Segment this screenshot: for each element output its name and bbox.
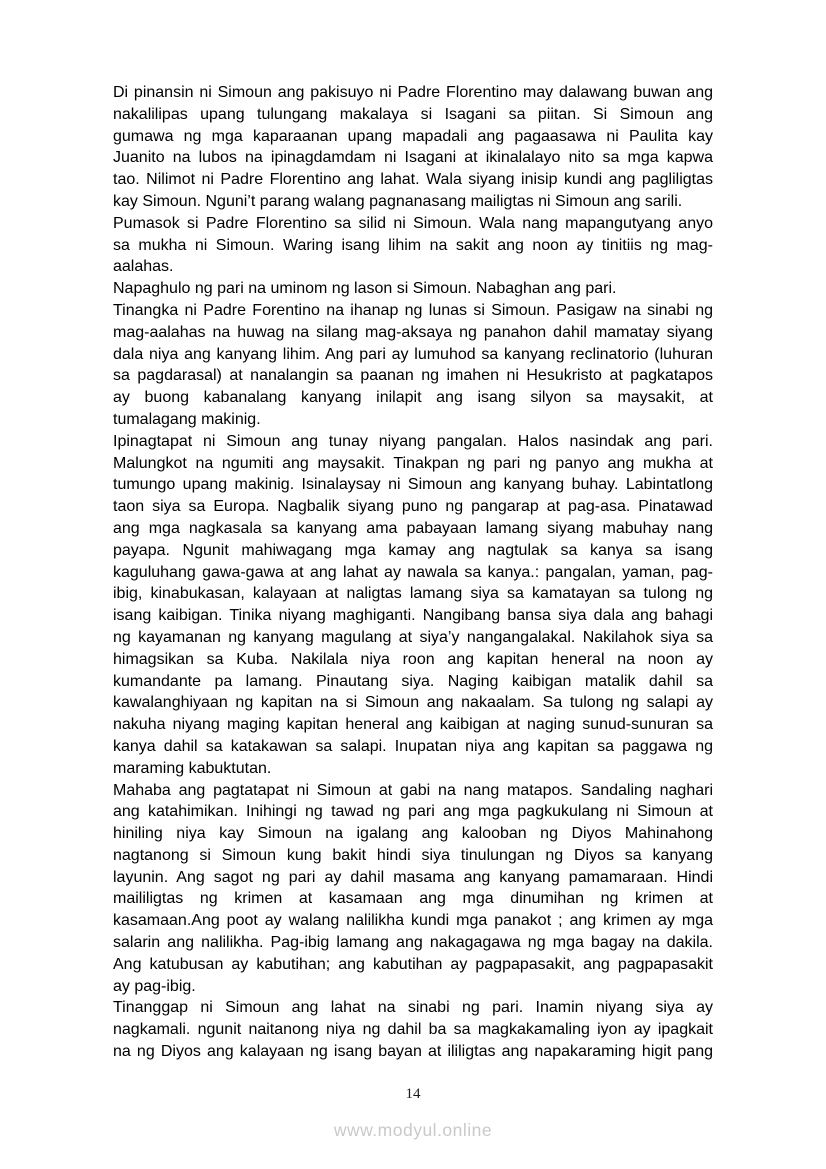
text-line: Ipinagtapat ni Simoun ang tunay niyang pangalan. Halos nasindak ang pari. (113, 432, 713, 450)
text-line: taon siya sa Europa. Nagbalik siyang puno ng pangarap at pag-asa. Pinatawad (113, 498, 713, 516)
text-line: ay buong kabanalang kanyang inilapit ang isang silyon sa maysakit, at (113, 389, 713, 407)
text-line: ang mga nagkasala sa kanyang ama pabayaan lamang siyang mabuhay nang (113, 519, 713, 537)
text-line: Tinangka ni Padre Forentino na ihanap ng lunas si Simoun. Pasigaw na sinabi ng (113, 301, 713, 319)
paragraph (113, 780, 713, 998)
text-line: nagkamali. ngunit naitanong niya ng dahil ba sa magkakamaling iyon ay ipagkait (113, 1021, 713, 1039)
text-line: nakalilipas upang tulungang makalaya si Isagani sa piitan. Si Simoun ang (113, 105, 713, 123)
paragraph (113, 300, 713, 431)
text-line: kanya dahil sa katakawan sa salapi. Inupatan niya ang kapitan sa paggawa ng (113, 737, 713, 755)
text-line: kumandante pa lamang. Pinautang siya. Naging kaibigan matalik dahil sa (113, 672, 713, 690)
text-line: Tinanggap ni Simoun ang lahat na sinabi ng pari. Inamin niyang siya ay (113, 999, 713, 1017)
text-line: himagsikan sa Kuba. Nakilala niya roon ang kapitan heneral na noon ay (113, 650, 713, 668)
text-line: layunin. Ang sagot ng pari ay dahil masama ang kanyang pamamaraan. Hindi (113, 868, 713, 886)
text-line: tumalagang makinig. (113, 410, 261, 428)
text-line: ng kayamanan ng kanyang magulang at siya’y nangangalakal. Nakilahok siya sa (113, 628, 713, 646)
text-line: payapa. Ngunit mahiwagang mga kamay ang nagtulak sa kanya sa isang (113, 541, 713, 559)
text-line: Napaghulo ng pari na uminom ng lason si Simoun. Nabaghan ang pari. (113, 280, 617, 298)
text-line: aalahas. (113, 258, 174, 276)
text-line: nakuha niyang maging kapitan heneral ang kaibigan at naging sunud-sunuran sa (113, 716, 713, 734)
text-line: Malungkot na ngumiti ang maysakit. Tinakpan ng pari ng panyo ang mukha at (113, 454, 713, 472)
text-line: ang katahimikan. Inihingi ng tawad ng pari ang mga pagkukulang ni Simoun at (113, 803, 713, 821)
text-line: isang kaibigan. Tinika niyang maghiganti. Nangibang bansa siya dala ang bahagi (113, 607, 713, 625)
text-line: gumawa ng mga kaparaanan upang mapadali ang pagaasawa ni Paulita kay (113, 127, 713, 145)
text-line: Ang katubusan ay kabutihan; ang kabutihan ay pagpapasakit, ang pagpapasakit (113, 955, 713, 973)
text-line: kawalanghiyaan ng kapitan na si Simoun ang nakaalam. Sa tulong ng salapi ay (113, 694, 713, 712)
text-line: hiniling niya kay Simoun na igalang ang kalooban ng Diyos Mahinahong (113, 825, 713, 843)
text-line: maraming kabuktutan. (113, 759, 272, 777)
text-line: tumungo upang makinig. Isinalaysay ni Simoun ang kanyang buhay. Labintatlong (113, 476, 713, 494)
paragraph (113, 213, 713, 278)
text-line: Mahaba ang pagtatapat ni Simoun at gabi na nang matapos. Sandaling naghari (113, 781, 713, 799)
paragraph (113, 431, 713, 780)
text-line: kasamaan.Ang poot ay walang nalilikha kundi mga panakot ; ang krimen ay mga (113, 912, 713, 930)
text-line: dala niya ang kanyang lihim. Ang pari ay lumuhod sa kanyang reclinatorio (luhuran (113, 345, 713, 363)
text-line: tao. Nilimot ni Padre Florentino ang lahat. Wala siyang inisip kundi ang pagliligtas (113, 171, 713, 189)
text-line: sa pagdarasal) at nanalangin sa paanan ng imahen ni Hesukristo at pagkatapos (113, 367, 713, 385)
text-line: mag-aalahas na huwag na silang mag-aksaya ng panahon dahil mamatay siyang (113, 323, 713, 341)
text-line: sa mukha ni Simoun. Waring isang lihim na sakit ang noon ay tinitiis ng mag- (113, 236, 713, 254)
page-number: 14 (405, 1086, 421, 1102)
text-line: Juanito na lubos na ipinagdamdam ni Isagani at ikinalalayo nito sa mga kapwa (113, 149, 713, 167)
watermark: www.modyul.online (333, 1120, 493, 1140)
document-text (113, 82, 713, 1063)
text-line: kaguluhang gawa-gawa at ang lahat ay nawala sa kanya.: pangalan, yaman, pag- (113, 563, 713, 581)
text-line: maililigtas ng krimen at kasamaan ang mga dinumihan ng krimen at (113, 890, 713, 908)
text-line: Di pinansin ni Simoun ang pakisuyo ni Padre Florentino may dalawang buwan ang (113, 84, 713, 101)
paragraph (113, 278, 713, 300)
text-line: na ng Diyos ang kalayaan ng isang bayan at ililigtas ang napakaraming higit pang (113, 1043, 713, 1061)
text-line: ibig, kinabukasan, kalayaan at naligtas lamang siya sa kamatayan sa tulong ng (113, 585, 713, 603)
text-line: salarin ang nalilikha. Pag-ibig lamang ang nakagagawa ng mga bagay na dakila. (113, 934, 713, 952)
text-line: kay Simoun. Nguni’t parang walang pagnanasang mailigtas ni Simoun ang sarili. (113, 192, 683, 210)
text-line: Pumasok si Padre Florentino sa silid ni Simoun. Wala nang mapangutyang anyo (113, 214, 713, 232)
text-line: ay pag-ibig. (113, 977, 196, 995)
paragraph (113, 82, 713, 213)
paragraph (113, 997, 713, 1062)
text-line: nagtanong si Simoun kung bakit hindi siya tinulungan ng Diyos sa kanyang (113, 846, 713, 864)
